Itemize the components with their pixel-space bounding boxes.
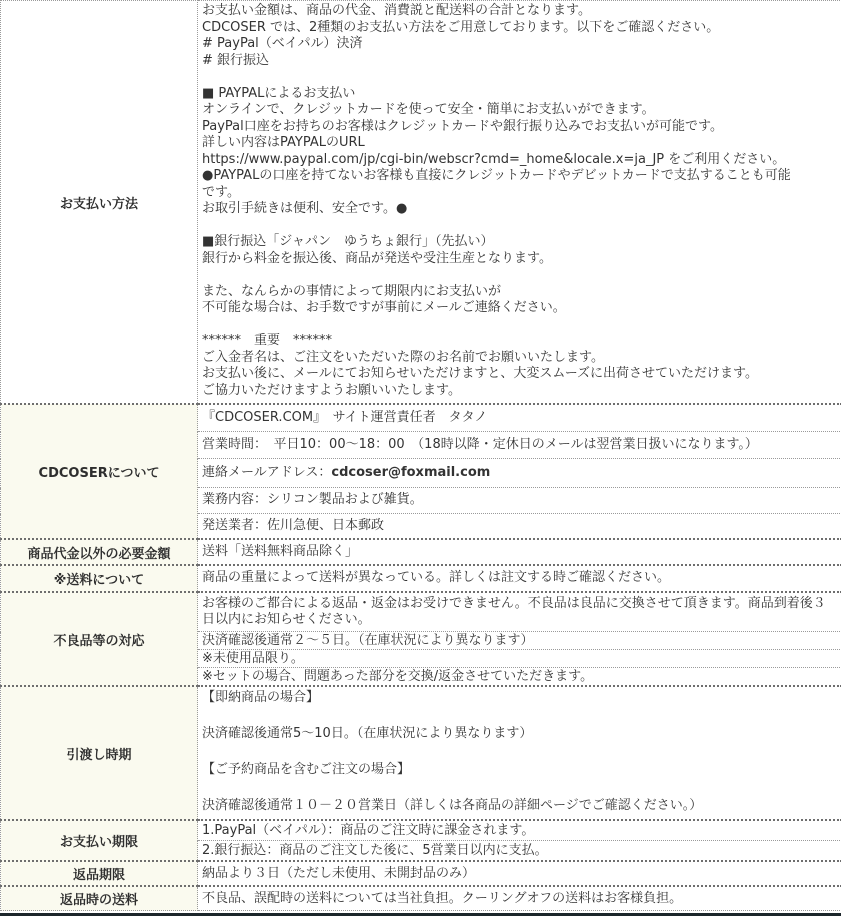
row-header-return-shipping: 返品時の送料: [1, 886, 198, 911]
row-header-payment-deadline: お支払い期限: [1, 820, 198, 861]
row-header-return-deadline: 返品期限: [1, 861, 198, 886]
return-deadline-detail: 納品より３日（ただし未使用、未開封品のみ）: [198, 861, 841, 886]
row-header-delivery-time: 引渡し時期: [1, 686, 198, 820]
business-hours: 営業時間： 平日10：00～18：00 （18時以降・定休日のメールは翌営業日扱いになります。）: [198, 432, 841, 459]
row-header-defective-items: 不良品等の対応: [1, 592, 198, 686]
contact-email-label: 連絡メールアドレス：: [202, 465, 331, 480]
row-header-shipping-note: ※送料について: [1, 565, 198, 592]
row-header-payment-method: お支払い方法: [1, 1, 198, 405]
contact-email-address: cdcoser@foxmail.com: [331, 465, 490, 480]
row-header-extra-fees: 商品代金以外の必要金額: [1, 539, 198, 565]
return-shipping-detail: 不良品、誤配時の送料については当社負担。クーリングオフの送料はお客様負担。: [198, 886, 841, 911]
shipping-note-detail: 商品の重量によって送料が異なっている。詳しくは註文する時ご確認ください。: [198, 565, 841, 592]
contact-email-row: [198, 459, 841, 488]
site-operator-info: 『CDCOSER.COM』 サイト運営責任者 タタノ: [198, 404, 841, 432]
payment-method-details: お支払い金額は、商品の代金、消費説と配送料の合計となります。 CDCOSER では、2種類のお支払い方法をご用意しております。以下をご確認ください。 # PayPal（ベイパル）決済 # 銀行振込 ■ PAYPALによるお支払い オンラインで、クレジットカードを使って安全・簡単にお支払いができます。 PayPal口座をお持ちのお客様はクレジットカードや銀行振り込みでお支払いが可能です。 詳しい内容はPAYPALのURL https://www.paypal.com/jp/cgi-bin/webscr?cmd=_home&locale.x=ja_JP をご利用ください。 ●PAYPALの口座を持てないお客様も直接にクレジットカードやデビットカードで支払することも可能 です。 お取引手続きは便利、安全です。● ■銀行振込「ジャパン ゆうちょ銀行」（先払い） 銀行から料金を振込後、商品が発送や受注生産となります。 また、なんらかの事情によって期限内にお支払いが 不可能な場合は、お手数ですが事前にメールご連絡ください。 ****** 重要 ****** ご入金者名は、ご注文をいただいた際のお名前でお願いいたします。 お支払い後に、メールにてお知らせいただけますと、大変スムーズに出荷させていただけます。 ご協力いただけますようお願いいたします。: [198, 1, 841, 405]
defective-policy: お客様のご都合による返品・返金はお受けできません。不良品は良品に交換させて頂きます。商品到着後３日以内にお知らせください。: [198, 592, 841, 632]
extra-fees-detail: 送料「送料無料商品除く」: [198, 539, 841, 565]
row-header-about-cdcoser: CDCOSERについて: [1, 404, 198, 539]
unused-only-note: ※未使用品限り。: [198, 650, 841, 668]
set-exchange-note: ※セットの場合、問題あった部分を交換/返金させていただきます。: [198, 668, 841, 687]
payment-deadline-bank: 2.銀行振込：商品のご注文した後に、5営業日以内に支払。: [198, 841, 841, 862]
payment-deadline-paypal: 1.PayPal（ベイパル）：商品のご注文時に課金されます。: [198, 820, 841, 841]
shipping-carriers: 発送業者：佐川急便、日本郵政: [198, 514, 841, 540]
business-description: 業務内容：シリコン製品および雑貨。: [198, 488, 841, 514]
delivery-time-details: 【即納商品の場合】 決済確認後通常5～10日。（在庫状況により異なります） 【ご予約商品を含むご注文の場合】 決済確認後通常１０－２０営業日（詳しくは各商品の詳細ページでご確認ください。）: [198, 686, 841, 820]
exchange-processing-time: 決済確認後通常２～５日。（在庫状況により異なります）: [198, 632, 841, 650]
